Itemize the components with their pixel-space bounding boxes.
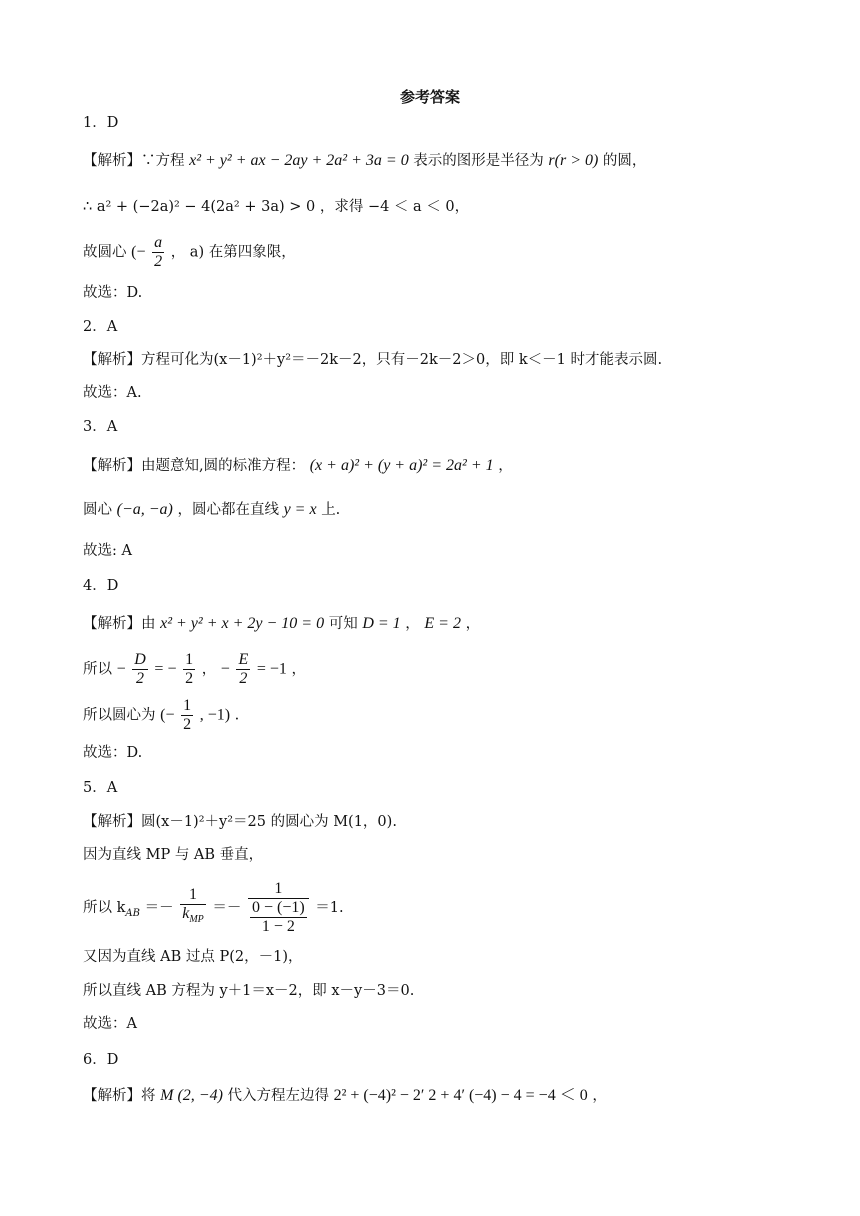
q5-analysis-line3: [83, 880, 820, 936]
q4-l2-frac1: [132, 651, 148, 688]
q4-analysis-line1: [83, 614, 820, 634]
q3-l2-mid: ，圆心都在直线: [177, 502, 279, 518]
q1-analysis-line3: [83, 234, 820, 271]
q1-l1-prefix: 【解析】∵方程: [83, 153, 185, 169]
q5-l3-eq: ＝－: [144, 900, 174, 916]
q6-answer: 6．D: [83, 1052, 119, 1068]
q4-l2-prefix: 所以: [83, 661, 112, 678]
q4-l1-end: ，: [465, 616, 481, 632]
q1-l3-prefix: 故圆心: [83, 244, 127, 261]
q3-l1-end: ，: [498, 458, 513, 474]
q5-analysis-line5: 所以直线 AB 方程为 y＋1＝x－2，即 x－y－3＝0.: [83, 983, 415, 999]
q3-l1-prefix: 【解析】由题意知,圆的标准方程：: [83, 458, 306, 474]
q1-choice: 故选：D.: [83, 285, 143, 301]
q4-l3-close: , −1): [199, 706, 231, 724]
q4-l3-frac-num: 1: [183, 697, 192, 714]
q4-choice: 故选：D.: [83, 745, 143, 761]
q4-l3-prefix: 所以圆心为: [83, 707, 156, 724]
q2-answer: 2．A: [83, 319, 118, 335]
q4-l2-frac2-num: 1: [185, 651, 194, 668]
q1-l1-radius: r(r > 0): [548, 152, 599, 169]
q5-l3-eq2: ＝－: [212, 900, 242, 916]
q5-l3-frac1-num: 1: [180, 886, 206, 905]
q6-l1-equation: 2² + (−4)² − 2′ 2 + 4′ (−4) − 4 = −4 ＜ 0: [333, 1087, 588, 1104]
q3-l2-line: y = x: [283, 501, 317, 518]
q4-l1-d: D = 1: [362, 615, 401, 632]
q1-l1-text: 表示的图形是半径为: [413, 153, 544, 169]
q5-l3-frac1: [180, 886, 206, 929]
q3-answer: 3．A: [83, 419, 118, 435]
q3-analysis-line2: [83, 500, 820, 520]
q4-analysis-line2: [83, 651, 820, 688]
q4-l2-neg: −: [116, 660, 126, 678]
q5-analysis-line2: 因为直线 MP 与 AB 垂直，: [83, 847, 264, 863]
q6-l1-end: ，: [592, 1088, 607, 1104]
q4-l2-eq1: = −: [154, 660, 177, 678]
q4-l2-frac1-den: 2: [136, 670, 145, 687]
q4-answer: 4．D: [83, 578, 119, 594]
q1-l3-fraction-den: 2: [154, 253, 163, 270]
q5-l3-frac1-den: [180, 905, 206, 929]
page-title: 参考答案: [399, 88, 460, 106]
q5-l3-frac1-den-k: k: [182, 905, 190, 923]
q4-l2-end: ，: [291, 661, 306, 678]
q5-answer: 5．A: [83, 780, 118, 796]
q5-l3-end: ＝1.: [315, 900, 344, 916]
q4-l2-frac2: [183, 651, 195, 688]
q1-analysis-line1: [83, 151, 820, 171]
q4-l2-neg2: −: [220, 660, 230, 678]
q4-l3-frac-den: 2: [183, 716, 192, 733]
q5-analysis-line4: 又因为直线 AB 过点 P(2，－1)，: [83, 949, 303, 965]
q5-l3-frac2-num: 1: [248, 880, 309, 899]
q2-choice: 故选：A.: [83, 385, 142, 401]
q1-l3-fraction: [152, 234, 164, 271]
q6-l1-point: M (2, −4): [160, 1087, 223, 1104]
q4-l1-sep: ，: [405, 616, 420, 632]
q4-l3-frac: [181, 697, 193, 734]
q5-l3-sub: AB: [125, 907, 140, 919]
q6-l1-mid: 代入方程左边得: [227, 1088, 329, 1104]
q4-l2-frac2-den: 2: [185, 670, 194, 687]
q5-l3-frac1-den-sub: MP: [189, 914, 204, 926]
q5-choice: 故选：A: [83, 1016, 137, 1032]
q3-l2-end: 上.: [321, 502, 341, 518]
q5-l3-frac2: [248, 880, 309, 936]
q1-l1-end: 的圆，: [602, 153, 647, 169]
q5-analysis-line1: 【解析】圆(x－1)²＋y²＝25 的圆心为 M(1，0).: [83, 814, 397, 830]
q1-answer: 1．D: [83, 115, 119, 131]
q4-l1-equation: x² + y² + x + 2y − 10 = 0: [160, 615, 325, 632]
q6-l1-prefix: 【解析】将: [83, 1088, 156, 1104]
q4-l2-frac3: [236, 651, 250, 688]
q3-choice: 故选: A: [83, 543, 132, 559]
q4-l1-prefix: 【解析】由: [83, 616, 156, 632]
q4-l2-frac3-num: E: [238, 651, 249, 668]
q2-analysis-line1: 【解析】方程可化为(x－1)²＋y²＝－2k－2，只有－2k－2＞0，即 k＜－1 时才能表示圆.: [83, 352, 663, 368]
q4-l2-frac3-den: 2: [239, 670, 248, 687]
q3-l2-prefix: 圆心: [83, 502, 112, 518]
q5-l3-frac2-den: [248, 899, 309, 936]
q3-analysis-line1: [83, 456, 820, 476]
q3-l1-equation: (x + a)² + (y + a)² = 2a² + 1: [309, 457, 494, 474]
q4-l2-sep: ，: [201, 661, 217, 678]
q1-l3-fraction-num: a: [154, 234, 163, 251]
q4-l1-mid: 可知: [328, 616, 363, 632]
q1-l1-equation: x² + y² + ax − 2ay + 2a² + 3a = 0: [189, 152, 409, 169]
q3-l2-center: (−a, −a): [116, 501, 173, 518]
q1-l3-end: ， a) 在第四象限，: [170, 244, 296, 261]
q5-l3-prefix: 所以 k: [83, 900, 126, 916]
q4-l2-eq2: = −1: [256, 660, 287, 678]
q5-l3-frac2-inner: [250, 899, 307, 936]
q1-l3-paren: (−: [131, 243, 146, 261]
q1-analysis-line2: ∴ a² + (−2a)² − 4(2a² + 3a) > 0 ，求得 −4 ＜ a ＜ 0，: [83, 199, 470, 215]
q4-l1-e: E = 2: [424, 615, 461, 632]
q4-l3-open: (−: [160, 706, 175, 724]
q5-l3-frac2-inner-num: 0 − (−1): [251, 899, 305, 916]
q4-analysis-line3: [83, 697, 820, 734]
q6-analysis-line1: [83, 1086, 820, 1106]
q4-l2-frac1-num: D: [134, 651, 146, 668]
q5-l3-frac2-inner-den: 1 − 2: [261, 918, 295, 935]
q4-l3-end: .: [234, 707, 240, 724]
